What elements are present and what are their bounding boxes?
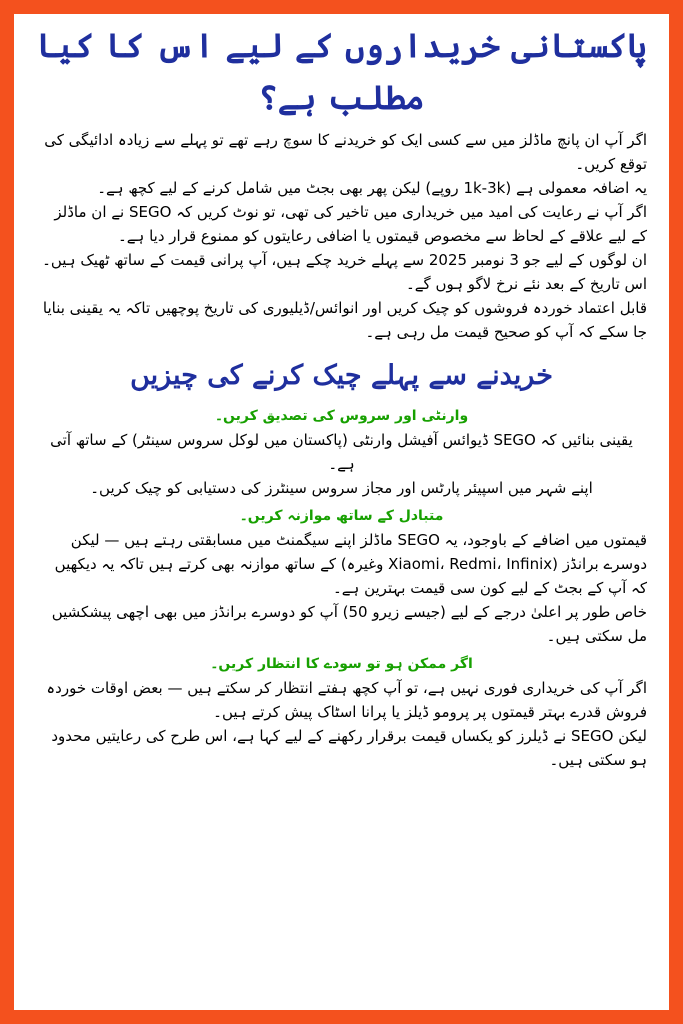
- intro-paragraph-5: قابل اعتماد خوردہ فروشوں کو چیک کریں اور انوائس/ڈیلیوری کی تاریخ پوچھیں تاکہ یہ یقینی بنایا جا سکے کہ آپ کو صحیح قیمت مل رہی ہے۔: [42, 299, 647, 341]
- intro-paragraph-3: اگر آپ نے رعایت کی امید میں خریداری میں تاخیر کی تھی، تو نوٹ کریں کہ SEGO نے ان ماڈلز کے لیے علاقے کے لحاظ سے مخصوص قیمتوں یا اضافی رعایتوں کو ممنوع قرار دیا ہے۔: [54, 203, 647, 245]
- compare-paragraph-2: خاص طور پر اعلیٰ درجے کے لیے (جیسے زیرو 50) آپ کو دوسرے برانڈز میں بھی اچھی پیشکشیں مل سکتی ہیں۔: [51, 603, 647, 645]
- section-heading-wait: اگر ممکن ہو تو سودے کا انتظار کریں۔: [210, 656, 473, 672]
- section-compare: [36, 504, 647, 648]
- section-warranty: [36, 404, 647, 500]
- article-content: [14, 14, 669, 772]
- intro-paragraph-1: اگر آپ ان پانچ ماڈلز میں سے کسی ایک کو خریدنے کا سوچ رہے تھے تو پہلے سے زیادہ ادائیگی کی توقع کریں۔: [44, 131, 647, 173]
- warranty-paragraph-1: یقینی بنائیں کہ SEGO ڈیوائس آفیشل وارنٹی (پاکستان میں لوکل سروس سینٹر) کے ساتھ آتی ہے۔: [50, 431, 633, 473]
- intro-paragraph-2: یہ اضافہ معمولی ہے (1k-3k روپے) لیکن پھر بھی بجٹ میں شامل کرنے کے لیے کچھ ہے۔: [97, 179, 647, 197]
- compare-paragraph-1: قیمتوں میں اضافے کے باوجود، یہ SEGO ماڈلز اپنے سیگمنٹ میں مسابقتی رہتے ہیں — لیکن دوسرے برانڈز (Xiaomi، Redmi، Infinix وغیرہ) کے ساتھ موازنہ بھی کرتے ہیں تاکہ یہ دیکھیں کہ آپ کے بجٹ کے لیے کون سی قیمت بہترین ہے۔: [54, 531, 647, 597]
- wait-paragraph-2: لیکن SEGO نے ڈیلرز کو یکساں قیمت برقرار رکھنے کے لیے کہا ہے، اس طرح کی رعایتیں محدود ہو سکتی ہیں۔: [51, 727, 647, 769]
- section-title: خریدنے سے پہلے چیک کرنے کی چیزیں: [130, 360, 553, 391]
- wait-paragraph-1: اگر آپ کی خریداری فوری نہیں ہے، تو آپ کچھ ہفتے انتظار کر سکتے ہیں — بعض اوقات خوردہ فروش قدرے بہتر قیمتوں پر پرومو ڈیلز یا پرانا اسٹاک پیش کرتے ہیں۔: [46, 679, 647, 721]
- warranty-paragraph-2: اپنے شہر میں اسپیئر پارٹس اور مجاز سروس سینٹرز کی دستیابی کو چیک کریں۔: [90, 479, 593, 497]
- intro-paragraph-4: ان لوگوں کے لیے جو 3 نومبر 2025 سے پہلے خرید چکے ہیں، آپ پرانی قیمت کے ساتھ ٹھیک ہیں۔ اس تاریخ کے بعد نئے نرخ لاگو ہوں گے۔: [42, 251, 647, 293]
- section-heading-warranty: وارنٹی اور سروس کی تصدیق کریں۔: [214, 408, 469, 424]
- section-wait: [36, 652, 647, 772]
- section-heading-compare: متبادل کے ساتھ موازنہ کریں۔: [239, 508, 444, 524]
- article-frame: [14, 14, 669, 1010]
- page-title: پاکستانی خریداروں کے لیے اس کا کیا مطلب ہے؟: [36, 26, 647, 117]
